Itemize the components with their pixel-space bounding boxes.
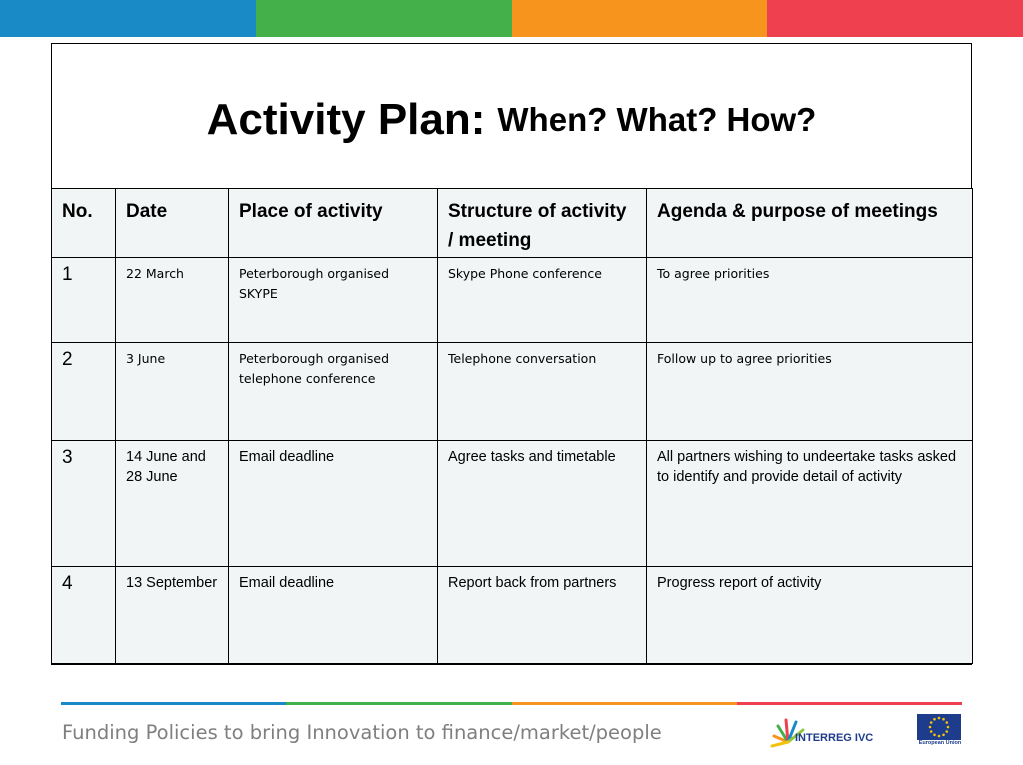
footer-tagline: Funding Policies to bring Innovation to finance/market/people: [62, 721, 662, 744]
cell-date: 13 September: [116, 567, 229, 664]
footer-line-red: [737, 702, 962, 705]
header-date: Date: [116, 189, 229, 258]
interreg-logo-text: INTERREG IVC: [795, 732, 874, 744]
cell-no: 2: [52, 343, 116, 441]
cell-agenda: All partners wishing to undeertake tasks asked to identify and provide detail of activity: [647, 441, 973, 567]
cell-agenda: Follow up to agree priorities: [647, 343, 973, 441]
cell-place: Email deadline: [229, 441, 438, 567]
table-row: [52, 567, 973, 664]
top-bar-green: [256, 0, 512, 37]
table-row: [52, 258, 973, 343]
cell-structure: Skype Phone conference: [438, 258, 647, 343]
footer-line-orange: [512, 702, 737, 705]
footer-line-green: [286, 702, 511, 705]
header-place: Place of activity: [229, 189, 438, 258]
cell-structure: Agree tasks and timetable: [438, 441, 647, 567]
table-row: [52, 343, 973, 441]
page-title: [52, 44, 971, 190]
cell-no: 3: [52, 441, 116, 567]
cell-date: 3 June: [116, 343, 229, 441]
table-header-row: [52, 189, 973, 258]
eu-logo-text: European Union: [918, 740, 962, 746]
cell-agenda: Progress report of activity: [647, 567, 973, 664]
cell-structure: Report back from partners: [438, 567, 647, 664]
title-main: Activity Plan:: [206, 95, 486, 144]
cell-date: 14 June and 28 June: [116, 441, 229, 567]
cell-structure: Telephone conversation: [438, 343, 647, 441]
table-row: [52, 441, 973, 567]
cell-no: 4: [52, 567, 116, 664]
top-bar-red: [767, 0, 1023, 37]
cell-place: Peterborough organised SKYPE: [229, 258, 438, 343]
top-bar-blue: [0, 0, 256, 37]
cell-no: 1: [52, 258, 116, 343]
cell-place: Peterborough organised telephone conference: [229, 343, 438, 441]
activity-plan-table: [51, 188, 973, 664]
footer-line-blue: [61, 702, 286, 705]
cell-place: Email deadline: [229, 567, 438, 664]
cell-agenda: To agree priorities: [647, 258, 973, 343]
top-color-bar: [0, 0, 1023, 37]
header-structure: Structure of activity / meeting: [438, 189, 647, 258]
footer-color-line: [61, 702, 962, 705]
top-bar-orange: [512, 0, 768, 37]
cell-date: 22 March: [116, 258, 229, 343]
title-sub: When? What? How?: [497, 101, 817, 138]
header-no: No.: [52, 189, 116, 258]
header-agenda: Agenda & purpose of meetings: [647, 189, 973, 258]
